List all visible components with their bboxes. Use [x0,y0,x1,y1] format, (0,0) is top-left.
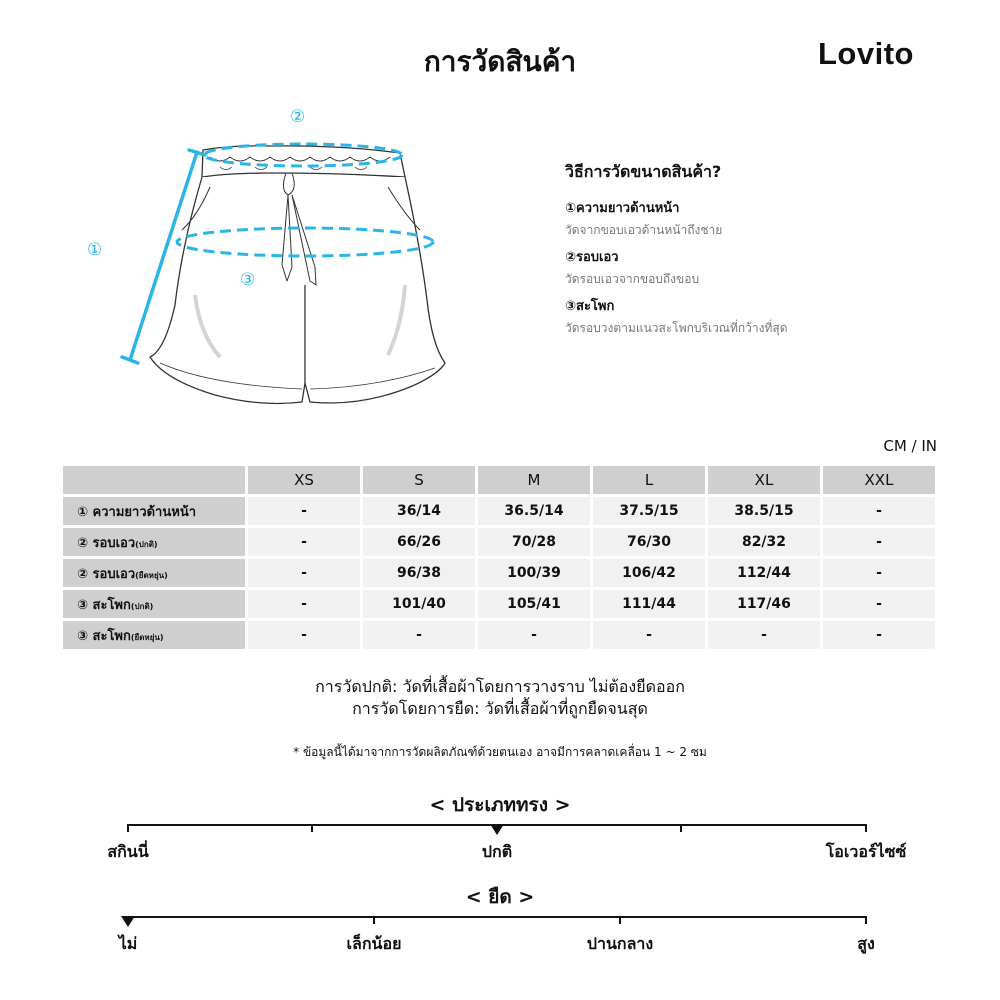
how-to-title: วิธีการวัดขนาดสินค้า? [565,162,722,181]
table-cell: - [248,528,360,556]
table-cell: 111/44 [593,590,705,618]
table-cell: 100/39 [478,559,590,587]
table-row [63,590,935,618]
marker-1: ① [87,240,103,260]
size-header: M [478,466,590,494]
measure-desc: วัดจากขอบเอวด้านหน้าถึงชาย [565,223,723,237]
row-label: ③ สะโพก(ยืดหยุ่น) [63,621,245,649]
size-header: XXL [823,466,935,494]
fit-label-regular: ปกติ [481,842,513,861]
table-cell: - [248,559,360,587]
table-cell: 76/30 [593,528,705,556]
measure-desc: วัดรอบเอวจากขอบถึงขอบ [565,272,700,286]
stretch-label-slight: เล็กน้อย [346,934,402,953]
table-cell: 101/40 [363,590,475,618]
table-cell: 96/38 [363,559,475,587]
stretch-label-medium: ปานกลาง [586,934,654,953]
brand-logo: Lovito [818,36,914,71]
unit-label: CM / IN [883,437,937,455]
table-cell: - [593,621,705,649]
table-cell: - [248,590,360,618]
table-cell: 112/44 [708,559,820,587]
stretch-label-none: ไม่ [118,934,138,953]
table-cell: - [248,621,360,649]
table-cell: 36/14 [363,497,475,525]
row-label: ③ สะโพก(ปกติ) [63,590,245,618]
header-corner [63,466,245,494]
stretch-indicator [121,916,135,927]
note-stretch: การวัดโดยการยืด: วัดที่เสื้อผ้าที่ถูกยืดจนสุด [352,699,648,718]
shorts-diagram [70,95,470,425]
table-cell: - [248,497,360,525]
stretch-scale [0,910,1000,930]
measure-name: ③สะโพก [565,299,615,314]
measure-desc: วัดรอบวงตามแนวสะโพกบริเวณที่กว้างที่สุด [565,321,788,335]
measure-item-hip [565,295,945,338]
table-cell: 36.5/14 [478,497,590,525]
table-cell: 117/46 [708,590,820,618]
table-row [63,559,935,587]
shorts-outline [150,146,445,404]
measure-item-length [565,197,945,240]
measure-notes [0,676,1000,720]
row-label: ② รอบเอว(ยืดหยุ่น) [63,559,245,587]
table-cell: 105/41 [478,590,590,618]
table-cell: 37.5/15 [593,497,705,525]
table-row [63,528,935,556]
measure-name: ①ความยาวด้านหน้า [565,201,680,216]
size-header: XS [248,466,360,494]
table-cell: - [708,621,820,649]
table-cell: - [823,559,935,587]
table-cell: 106/42 [593,559,705,587]
footnote: * ข้อมูลนี้ได้มาจากการวัดผลิตภัณฑ์ด้วยตนเอง อาจมีการคลาดเคลื่อน 1 ~ 2 ซม [293,745,707,759]
table-cell: - [823,590,935,618]
table-cell: 70/28 [478,528,590,556]
fit-scale [0,818,1000,838]
size-header: S [363,466,475,494]
table-cell: - [823,497,935,525]
size-table [60,463,938,652]
table-row [63,621,935,649]
page-title: การวัดสินค้า [423,45,577,78]
stretch-label-high: สูง [857,934,875,953]
table-cell: 82/32 [708,528,820,556]
measure-name: ②รอบเอว [565,250,619,265]
size-header: XL [708,466,820,494]
marker-3: ③ [240,270,256,290]
marker-2: ② [290,107,306,127]
table-cell: 38.5/15 [708,497,820,525]
fit-indicator [490,824,504,835]
table-cell: - [823,621,935,649]
measure-item-waist [565,246,945,289]
size-header: L [593,466,705,494]
row-label: ① ความยาวด้านหน้า [63,497,245,525]
fit-label-oversize: โอเวอร์ไซซ์ [825,842,907,861]
table-cell: 66/26 [363,528,475,556]
table-cell: - [478,621,590,649]
table-cell: - [823,528,935,556]
fit-label-skinny: สกินนี่ [107,842,149,861]
fit-title: < ประเภททรง > [429,794,571,816]
table-row [63,497,935,525]
table-cell: - [363,621,475,649]
how-to-measure [565,160,945,344]
size-header-row [63,466,935,494]
note-normal: การวัดปกติ: วัดที่เสื้อผ้าโดยการวางราบ ไม่ต้องยืดออก [315,677,685,696]
row-label: ② รอบเอว(ปกติ) [63,528,245,556]
stretch-title: < ยืด > [465,886,535,908]
